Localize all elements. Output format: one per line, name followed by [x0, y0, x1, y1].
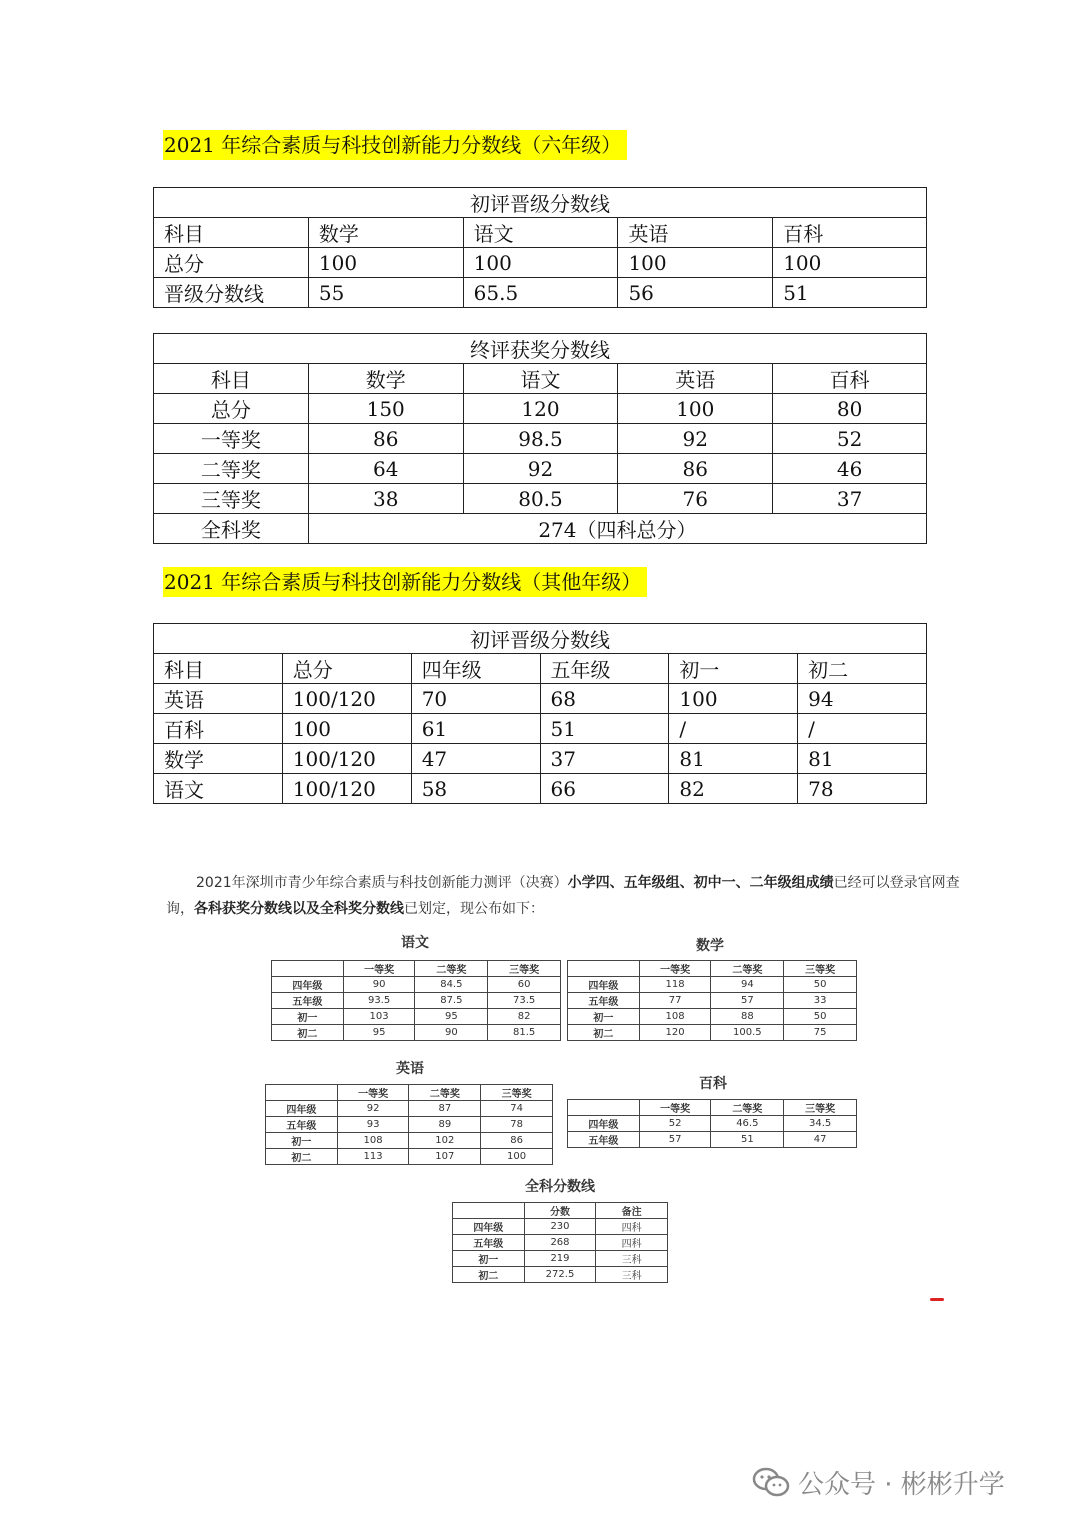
header-cell: 二等奖 — [409, 1085, 481, 1101]
table-cell: 90 — [343, 977, 415, 993]
header-cell — [568, 1100, 640, 1116]
table-cell: 74 — [481, 1101, 553, 1117]
table-cell: 102 — [409, 1133, 481, 1149]
table-cell: 108 — [337, 1133, 409, 1149]
table-cell: 94 — [711, 977, 784, 993]
table-cell: 80 — [773, 394, 927, 424]
table-row — [568, 1116, 857, 1132]
table-cell: 120 — [639, 1025, 711, 1041]
table-cell: 四年级 — [568, 977, 640, 993]
table-cell: 51 — [711, 1132, 784, 1148]
table-cell: 272.5 — [524, 1267, 596, 1283]
table-cell: 81.5 — [488, 1025, 561, 1041]
header-cell: 英语 — [618, 364, 773, 394]
table-row — [272, 993, 561, 1009]
encyclopedia-award-table — [567, 1099, 857, 1148]
table-cell: 100 — [463, 248, 618, 278]
header-cell: 二等奖 — [415, 961, 488, 977]
table-caption: 初评晋级分数线 — [154, 624, 927, 654]
table-cell: 61 — [411, 714, 540, 744]
header-cell: 语文 — [463, 364, 618, 394]
table-cell: 晋级分数线 — [154, 278, 309, 308]
table-cell: 86 — [618, 454, 773, 484]
table-cell: 三科 — [596, 1267, 668, 1283]
table-cell: 51 — [540, 714, 669, 744]
table-cell: 五年级 — [266, 1117, 338, 1133]
header-cell: 一等奖 — [337, 1085, 409, 1101]
table-cell: 94 — [798, 684, 927, 714]
table-row — [453, 1235, 668, 1251]
table-cell: 78 — [798, 774, 927, 804]
table-cell: 150 — [308, 394, 463, 424]
table-cell: 数学 — [154, 744, 283, 774]
table-cell: 二等奖 — [154, 454, 309, 484]
table-row — [453, 1251, 668, 1267]
table-cell: 50 — [784, 1009, 857, 1025]
table-cell: 总分 — [154, 248, 309, 278]
table-row — [568, 1132, 857, 1148]
table-cell: 初一 — [453, 1251, 525, 1267]
table-cell: 五年级 — [272, 993, 344, 1009]
intro-text: 已经可以登录官网查询， — [166, 875, 960, 917]
all-subject-table-title: 全科分数线 — [525, 1179, 595, 1195]
table-cell: 89 — [409, 1117, 481, 1133]
table-cell: 75 — [784, 1025, 857, 1041]
table-row — [266, 1101, 553, 1117]
header-cell — [453, 1203, 525, 1219]
table-cell: 68 — [540, 684, 669, 714]
table-cell: 84.5 — [415, 977, 488, 993]
table-cell: 100 — [773, 248, 927, 278]
header-cell: 五年级 — [540, 654, 669, 684]
table-cell: 五年级 — [453, 1235, 525, 1251]
table-cell: 64 — [308, 454, 463, 484]
header-cell: 总分 — [282, 654, 411, 684]
table-row — [568, 1025, 857, 1041]
table-cell: 66 — [540, 774, 669, 804]
table-cell: 100 — [308, 248, 463, 278]
table-cell: 55 — [308, 278, 463, 308]
table-cell: 90 — [415, 1025, 488, 1041]
table-cell: 四年级 — [266, 1101, 338, 1117]
table-cell: 100.5 — [711, 1025, 784, 1041]
table-cell: 92 — [618, 424, 773, 454]
table-row — [154, 454, 927, 484]
table-row — [272, 1025, 561, 1041]
table-cell: 初二 — [266, 1149, 338, 1165]
table-cell: 93 — [337, 1117, 409, 1133]
table-cell: 81 — [669, 744, 798, 774]
table-cell: 初二 — [453, 1267, 525, 1283]
table-cell: 77 — [639, 993, 711, 1009]
table-cell: 78 — [481, 1117, 553, 1133]
header-cell: 科目 — [154, 654, 283, 684]
table-cell: 100/120 — [282, 744, 411, 774]
header-cell: 备注 — [596, 1203, 668, 1219]
table-cell: 初二 — [272, 1025, 344, 1041]
table-cell: 100 — [618, 248, 773, 278]
table-cell: 274（四科总分） — [308, 514, 926, 544]
header-cell: 一等奖 — [639, 961, 711, 977]
table-cell: 52 — [773, 424, 927, 454]
table-row — [266, 1117, 553, 1133]
table-row — [453, 1219, 668, 1235]
header-cell: 一等奖 — [343, 961, 415, 977]
chinese-award-table — [271, 960, 561, 1041]
wechat-icon — [752, 1466, 790, 1498]
table-cell: 113 — [337, 1149, 409, 1165]
table-row — [154, 684, 927, 714]
header-cell: 三等奖 — [481, 1085, 553, 1101]
english-table-title: 英语 — [396, 1061, 424, 1077]
table-cell: 73.5 — [488, 993, 561, 1009]
table-cell: 37 — [773, 484, 927, 514]
table-cell: 118 — [639, 977, 711, 993]
other-grades-heading: 2021 年综合素质与科技创新能力分数线（其他年级） — [163, 567, 647, 597]
header-cell: 分数 — [524, 1203, 596, 1219]
chinese-table-title: 语文 — [401, 935, 429, 951]
table-cell: 100 — [282, 714, 411, 744]
table-cell: 33 — [784, 993, 857, 1009]
table-cell: 四年级 — [272, 977, 344, 993]
header-cell: 三等奖 — [784, 961, 857, 977]
encyclopedia-table-title: 百科 — [699, 1076, 727, 1092]
table-cell: 英语 — [154, 684, 283, 714]
intro-bold-text: 各科获奖分数线以及全科奖分数线 — [194, 901, 404, 917]
table-cell: 一等奖 — [154, 424, 309, 454]
table-row — [272, 1009, 561, 1025]
table-cell: 46 — [773, 454, 927, 484]
table-cell: 268 — [524, 1235, 596, 1251]
table-header-row — [154, 218, 927, 248]
header-cell: 初二 — [798, 654, 927, 684]
table-row — [154, 248, 927, 278]
table-row — [154, 278, 927, 308]
table-cell: 219 — [524, 1251, 596, 1267]
header-cell: 数学 — [308, 364, 463, 394]
header-cell: 百科 — [773, 218, 927, 248]
table-cell: 58 — [411, 774, 540, 804]
intro-bold-text: 小学四、五年级组、初中一、二年级组成绩 — [567, 875, 834, 891]
table-cell: 86 — [308, 424, 463, 454]
table-row — [266, 1133, 553, 1149]
red-mark — [930, 1298, 944, 1301]
table-row — [154, 484, 927, 514]
table-row — [272, 977, 561, 993]
table-cell: 四年级 — [568, 1116, 640, 1132]
header-cell: 科目 — [154, 364, 309, 394]
table-row — [154, 714, 927, 744]
all-subject-award-table — [452, 1202, 668, 1283]
watermark — [752, 1462, 1005, 1502]
sixth-grade-heading: 2021 年综合素质与科技创新能力分数线（六年级） — [163, 130, 627, 160]
english-award-table — [265, 1084, 553, 1165]
table-cell: 65.5 — [463, 278, 618, 308]
table-caption: 终评获奖分数线 — [154, 334, 927, 364]
table-cell: 52 — [639, 1116, 711, 1132]
table-cell: 总分 — [154, 394, 309, 424]
table-cell: 语文 — [154, 774, 283, 804]
header-cell: 三等奖 — [488, 961, 561, 977]
table-cell: / — [798, 714, 927, 744]
table-cell: 100/120 — [282, 684, 411, 714]
table-cell: 初二 — [568, 1025, 640, 1041]
table-cell: 95 — [343, 1025, 415, 1041]
table-cell: 81 — [798, 744, 927, 774]
table-cell: 100 — [669, 684, 798, 714]
table-cell: 三等奖 — [154, 484, 309, 514]
table-header-row — [154, 364, 927, 394]
table-cell: 初一 — [272, 1009, 344, 1025]
other-prelim-table — [153, 623, 927, 804]
header-cell: 语文 — [463, 218, 618, 248]
table-cell: 70 — [411, 684, 540, 714]
table-row — [154, 394, 927, 424]
table-cell: 34.5 — [784, 1116, 857, 1132]
table-cell: 五年级 — [568, 1132, 640, 1148]
table-cell: 92 — [337, 1101, 409, 1117]
table-cell: 100/120 — [282, 774, 411, 804]
table-cell: 57 — [711, 993, 784, 1009]
table-header-row — [154, 654, 927, 684]
table-cell: 95 — [415, 1009, 488, 1025]
table-cell: 四科 — [596, 1235, 668, 1251]
watermark-text: 公众号 · 彬彬升学 — [798, 1469, 1005, 1500]
table-cell: 100 — [481, 1149, 553, 1165]
intro-text: 已划定，现公布如下： — [404, 901, 544, 917]
table-cell: 全科奖 — [154, 514, 309, 544]
table-cell: 50 — [784, 977, 857, 993]
table-cell: 47 — [411, 744, 540, 774]
sixth-prelim-table — [153, 187, 927, 308]
math-table-title: 数学 — [696, 938, 724, 954]
table-cell: 76 — [618, 484, 773, 514]
table-cell: 120 — [463, 394, 618, 424]
table-cell: 四年级 — [453, 1219, 525, 1235]
table-cell: 80.5 — [463, 484, 618, 514]
table-cell: 92 — [463, 454, 618, 484]
table-cell: 86 — [481, 1133, 553, 1149]
table-row — [154, 744, 927, 774]
header-cell: 二等奖 — [711, 961, 784, 977]
table-cell: 93.5 — [343, 993, 415, 1009]
intro-text: 2021年深圳市青少年综合素质与科技创新能力测评（决赛） — [196, 875, 568, 891]
table-row — [154, 424, 927, 454]
header-cell — [272, 961, 344, 977]
table-cell: 82 — [669, 774, 798, 804]
table-cell: 88 — [711, 1009, 784, 1025]
table-cell: 三科 — [596, 1251, 668, 1267]
header-cell: 二等奖 — [711, 1100, 784, 1116]
table-cell: 57 — [639, 1132, 711, 1148]
table-cell: 98.5 — [463, 424, 618, 454]
table-row — [266, 1149, 553, 1165]
header-cell: 英语 — [618, 218, 773, 248]
header-cell: 科目 — [154, 218, 309, 248]
table-cell: 38 — [308, 484, 463, 514]
math-award-table — [567, 960, 857, 1041]
table-cell: 47 — [784, 1132, 857, 1148]
table-caption: 初评晋级分数线 — [154, 188, 927, 218]
table-cell: 60 — [488, 977, 561, 993]
header-cell: 数学 — [308, 218, 463, 248]
table-cell: 初一 — [568, 1009, 640, 1025]
table-cell: 初一 — [266, 1133, 338, 1149]
table-cell: 56 — [618, 278, 773, 308]
table-cell: 37 — [540, 744, 669, 774]
table-cell: 87 — [409, 1101, 481, 1117]
table-cell: 87.5 — [415, 993, 488, 1009]
table-row — [154, 514, 927, 544]
header-cell: 三等奖 — [784, 1100, 857, 1116]
intro-paragraph — [166, 870, 966, 922]
table-cell: 四科 — [596, 1219, 668, 1235]
header-cell — [568, 961, 640, 977]
table-row — [568, 977, 857, 993]
table-cell: 100 — [618, 394, 773, 424]
table-row — [568, 1009, 857, 1025]
header-cell: 初一 — [669, 654, 798, 684]
table-cell: 46.5 — [711, 1116, 784, 1132]
table-cell: 107 — [409, 1149, 481, 1165]
table-cell: 82 — [488, 1009, 561, 1025]
header-cell — [266, 1085, 338, 1101]
table-cell: 百科 — [154, 714, 283, 744]
table-cell: 108 — [639, 1009, 711, 1025]
header-cell: 一等奖 — [639, 1100, 711, 1116]
table-row — [568, 993, 857, 1009]
header-cell: 百科 — [773, 364, 927, 394]
table-row — [453, 1267, 668, 1283]
table-row — [154, 774, 927, 804]
table-cell: 103 — [343, 1009, 415, 1025]
table-cell: 五年级 — [568, 993, 640, 1009]
sixth-final-table — [153, 333, 927, 544]
table-cell: 230 — [524, 1219, 596, 1235]
table-cell: / — [669, 714, 798, 744]
table-cell: 51 — [773, 278, 927, 308]
header-cell: 四年级 — [411, 654, 540, 684]
